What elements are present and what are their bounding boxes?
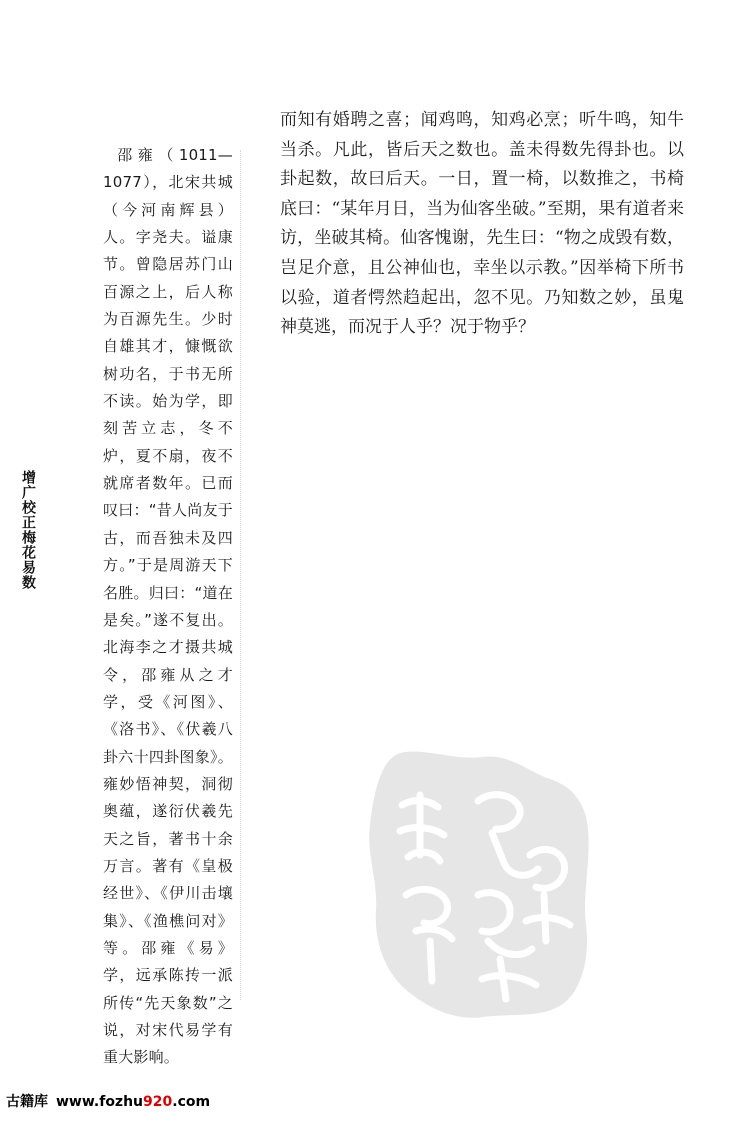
seal-watermark-stamp <box>360 745 592 1023</box>
footer-url-prefix: www.fozhu <box>56 1094 144 1110</box>
footer-url-number: 920 <box>143 1094 173 1110</box>
footer-url-suffix: .com <box>172 1094 211 1110</box>
sidebar-note-text: 邵雍（1011—1077），北宋共城（今河南辉县）人。字尧夫。谥康节。曾隐居苏门山百源之上，后人称为百源先生。少时自雄其才，慷慨欲树功名，于书无所不读。始为学，即刻苦立志，冬不炉，夏不扇，夜不就席者数年。已而叹曰：“昔人尚友于古，而吾独未及四方。”于是周游天下名胜。归曰：“道在是矣。”遂不复出。北海李之才摄共城令，邵雍从之才学，受《河图》、《洛书》、《伏羲八卦六十四卦图象》。雍妙悟神契，洞彻奥蕴，遂衍伏羲先天之旨，著书十余万言。著有《皇极经世》、《伊川击壤集》、《渔樵问对》等。邵雍《易》学，远承陈抟一派所传“先天象数”之说，对宋代易学有重大影响。 <box>103 146 233 1067</box>
column-divider <box>240 150 241 1000</box>
running-title: 增广校正梅花易数 <box>20 470 36 590</box>
footer-url[interactable] <box>56 1094 210 1110</box>
sidebar-biography-note <box>103 142 233 1072</box>
main-body-text: 而知有婚聘之喜；闻鸡鸣，知鸡必烹；听牛鸣，知牛当杀。凡此，皆后天之数也。盖未得数先得卦也。以卦起数，故曰后天。一日，置一椅，以数推之，书椅底曰：“某年月日，当为仙客坐破。”至期，果有道者来访，坐破其椅。仙客愧谢，先生曰：“物之成毁有数，岂足介意，且公神仙也，幸坐以示教。”因举椅下所书以验，道者愕然趋起出，忽不见。乃知数之妙，虽鬼神莫逃，而况于人乎？况于物乎？ <box>280 110 684 338</box>
footer-site-brand <box>6 1091 210 1111</box>
footer-site-name: 古籍库 <box>6 1094 48 1110</box>
